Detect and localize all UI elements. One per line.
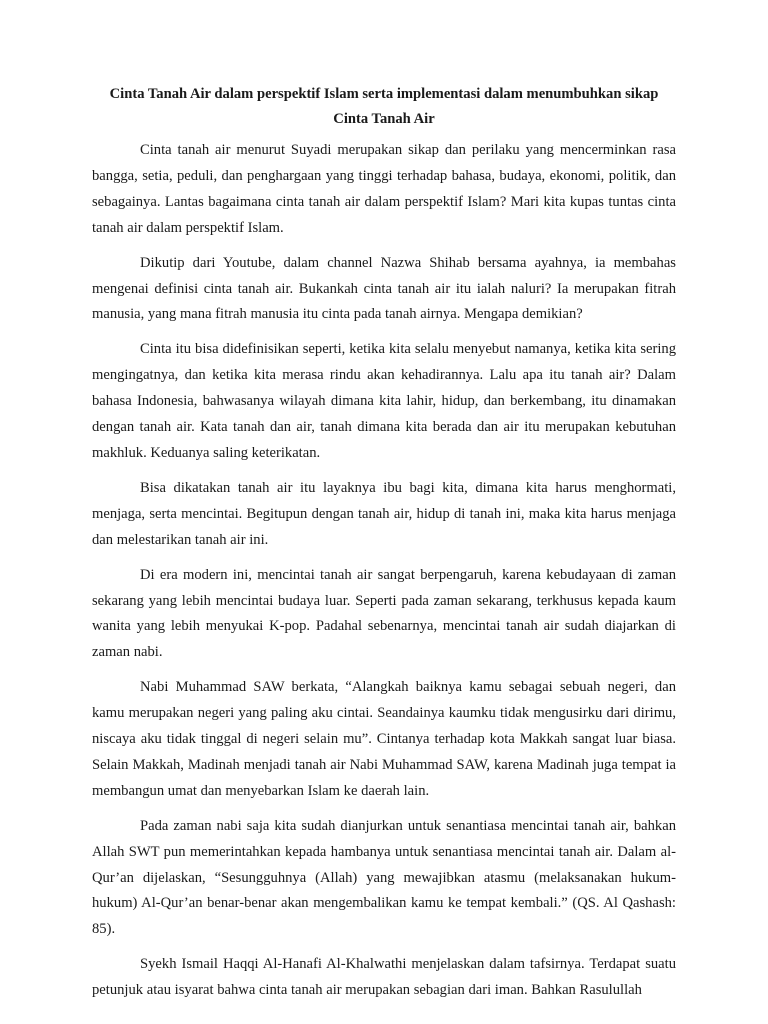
paragraph-4: Bisa dikatakan tanah air itu layaknya ibu bagi kita, dimana kita harus menghormati, menjaga, serta mencintai. Begitupun dengan tanah air, hidup di tanah ini, maka kita harus menjaga dan melestarikan tanah air ini.: [92, 479, 676, 548]
document-title: Cinta Tanah Air dalam perspektif Islam serta implementasi dalam menumbuhkan sikap Cinta Tanah Air: [109, 86, 659, 127]
document-page: [92, 82, 676, 1013]
paragraph-2: Dikutip dari Youtube, dalam channel Nazwa Shihab bersama ayahnya, ia membahas mengenai definisi cinta tanah air. Bukankah cinta tanah air itu ialah naluri? Ia merupakan fitrah manusia, yang mana fitrah manusia itu cinta pada tanah airnya. Mengapa demikian?: [92, 254, 676, 323]
paragraph-7: Pada zaman nabi saja kita sudah dianjurkan untuk senantiasa mencintai tanah air, bahkan Allah SWT pun memerintahkan kepada hambanya untuk senantiasa mencintai tanah air. Dalam al-Qur’an dijelaskan, “Sesungguhnya (Allah) yang mewajibkan atasmu (melaksanakan hukum-hukum) Al-Qur’an benar-benar akan mengembalikan kamu ke tempat kembali.” (QS. Al Qashash: 85).: [92, 817, 676, 938]
paragraph-5: Di era modern ini, mencintai tanah air sangat berpengaruh, karena kebudayaan di zaman sekarang yang lebih mencintai budaya luar. Seperti pada zaman sekarang, terkhusus kepada kaum wanita yang lebih menyukai K-pop. Padahal sebenarnya, mencintai tanah air sudah diajarkan di zaman nabi.: [92, 566, 676, 661]
paragraph-1: Cinta tanah air menurut Suyadi merupakan sikap dan perilaku yang mencerminkan rasa bangga, setia, peduli, dan penghargaan yang tinggi terhadap bahasa, budaya, ekonomi, politik, dan sebagainya. Lantas bagaimana cinta tanah air dalam perspektif Islam? Mari kita kupas tuntas cinta tanah air dalam perspektif Islam.: [92, 142, 676, 236]
paragraph-3: Cinta itu bisa didefinisikan seperti, ketika kita selalu menyebut namanya, ketika kita sering mengingatnya, dan ketika kita merasa rindu akan kehadirannya. Lalu apa itu tanah air? Dalam bahasa Indonesia, bahwasanya wilayah dimana kita lahir, hidup, dan berkembang, itu dinamakan dengan tanah air. Kata tanah dan air, tanah dimana kita berada dan air itu merupakan kebutuhan makhluk. Keduanya saling keterikatan.: [92, 341, 676, 461]
paragraph-8: Syekh Ismail Haqqi Al-Hanafi Al-Khalwathi menjelaskan dalam tafsirnya. Terdapat suatu petunjuk atau isyarat bahwa cinta tanah air merupakan sebagian dari iman. Bahkan Rasulullah: [92, 956, 676, 999]
paragraph-6: Nabi Muhammad SAW berkata, “Alangkah baiknya kamu sebagai sebuah negeri, dan kamu merupakan negeri yang paling aku cintai. Seandainya kaumku tidak mengusirku dari dirimu, niscaya aku tidak tinggal di negeri selain mu”. Cintanya terhadap kota Makkah sangat luar biasa. Selain Makkah, Madinah menjadi tanah air Nabi Muhammad SAW, karena Madinah juga tempat ia membangun umat dan menyebarkan Islam ke daerah lain.: [92, 679, 676, 799]
